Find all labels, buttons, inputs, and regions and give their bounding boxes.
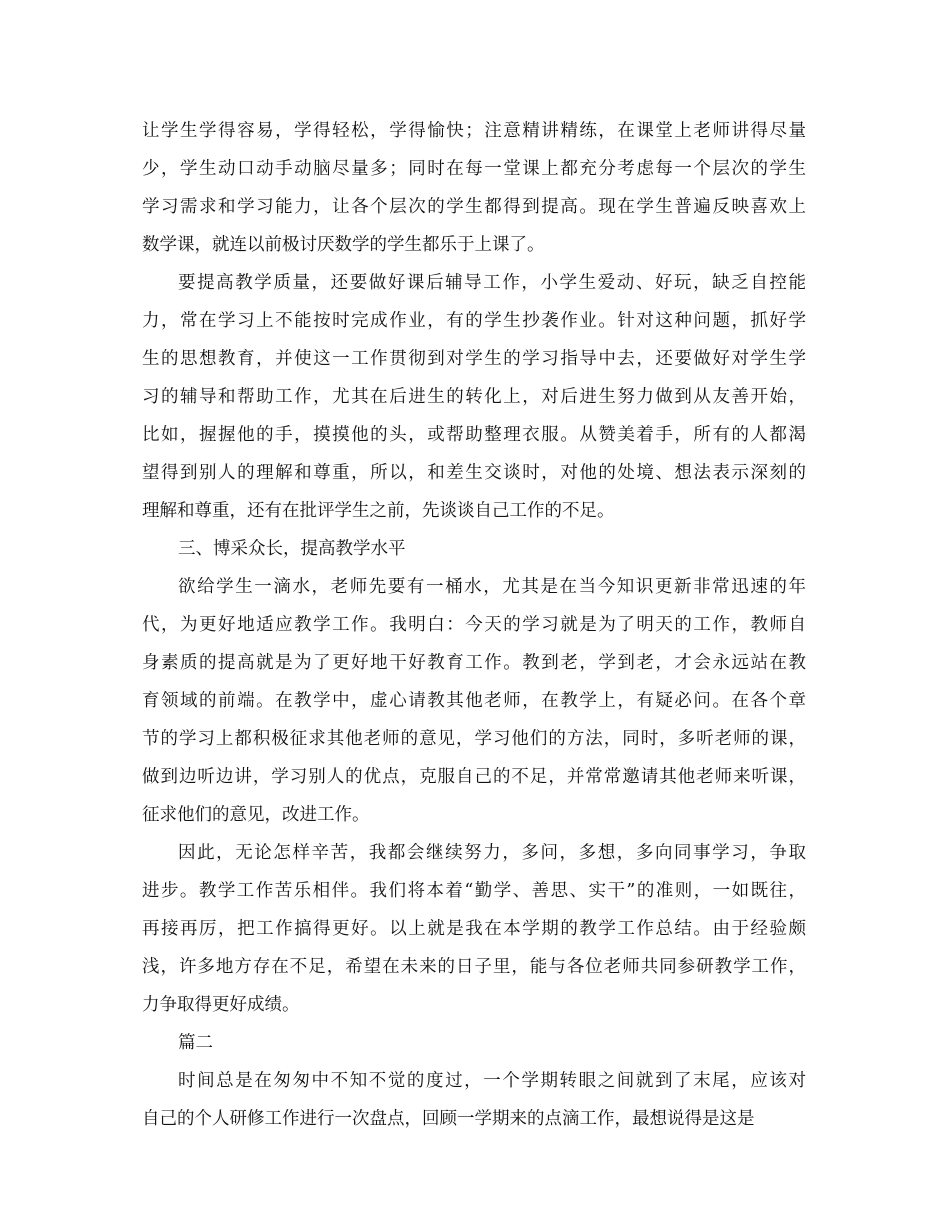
text-line: 三、博采众长，提高教学水平 [178,539,406,559]
paragraph [142,264,806,530]
text-line: 进步。教学工作苦乐相伴。我们将本着“勤学、善思、实干”的准则，一如既往， [142,881,806,901]
text-line: 浅，许多地方存在不足，希望在未来的日子里，能与各位老师共同参研教学工作， [142,957,806,977]
text-line: 力，常在学习上不能按时完成作业，有的学生抄袭作业。针对这种问题，抓好学 [142,311,806,331]
text-line: 节的学习上都积极征求其他老师的意见，学习他们的方法，同时，多听老师的课， [142,729,806,749]
text-line: 要提高教学质量，还要做好课后辅导工作，小学生爱动、好玩，缺乏自控能 [178,273,806,293]
text-line: 因此，无论怎样辛苦，我都会继续努力，多问，多想，多向同事学习，争取 [178,843,806,863]
text-line: 育领域的前端。在教学中，虚心请教其他老师，在教学上，有疑必问。在各个章 [142,691,806,711]
paragraph [142,568,806,834]
text-line: 理解和尊重，还有在批评学生之前，先谈谈自己工作的不足。 [142,501,615,521]
text-line: 生的思想教育，并使这一工作贯彻到对学生的学习指导中去，还要做好对学生学 [142,349,806,369]
text-line: 望得到别人的理解和尊重，所以，和差生交谈时，对他的处境、想法表示深刻的 [142,463,806,483]
paragraph [142,1062,806,1138]
text-line: 少，学生动口动手动脑尽量多；同时在每一堂课上都充分考虑每一个层次的学生 [142,159,806,179]
text-line: 让学生学得容易，学得轻松，学得愉快；注意精讲精练，在课堂上老师讲得尽量 [142,121,806,141]
text-line: 力争取得更好成绩。 [142,995,300,1015]
document-page [142,112,806,1138]
text-line: 自己的个人研修工作进行一次盘点，回顾一学期来的点滴工作，最想说得是这是 [142,1109,755,1129]
paragraph [142,834,806,1024]
text-line: 时间总是在匆匆中不知不觉的度过，一个学期转眼之间就到了末尾，应该对 [178,1071,806,1091]
text-line: 学习需求和学习能力，让各个层次的学生都得到提高。现在学生普遍反映喜欢上 [142,197,806,217]
text-line: 篇二 [178,1033,213,1053]
text-line: 代，为更好地适应教学工作。我明白：今天的学习就是为了明天的工作，教师自 [142,615,806,635]
paragraph [142,1024,806,1062]
text-line: 欲给学生一滴水，老师先要有一桶水，尤其是在当今知识更新非常迅速的年 [178,577,806,597]
text-line: 身素质的提高就是为了更好地干好教育工作。教到老，学到老，才会永远站在教 [142,653,806,673]
text-line: 习的辅导和帮助工作，尤其在后进生的转化上，对后进生努力做到从友善开始， [142,387,806,407]
text-line: 比如，握握他的手，摸摸他的头，或帮助整理衣服。从赞美着手，所有的人都渴 [142,425,806,445]
text-line: 做到边听边讲，学习别人的优点，克服自己的不足，并常常邀请其他老师来听课， [142,767,806,787]
text-line: 数学课，就连以前极讨厌数学的学生都乐于上课了。 [142,235,545,255]
paragraph [142,530,806,568]
text-line: 征求他们的意见，改进工作。 [142,805,370,825]
paragraph [142,112,806,264]
text-line: 再接再厉，把工作搞得更好。以上就是我在本学期的教学工作总结。由于经验颇 [142,919,806,939]
